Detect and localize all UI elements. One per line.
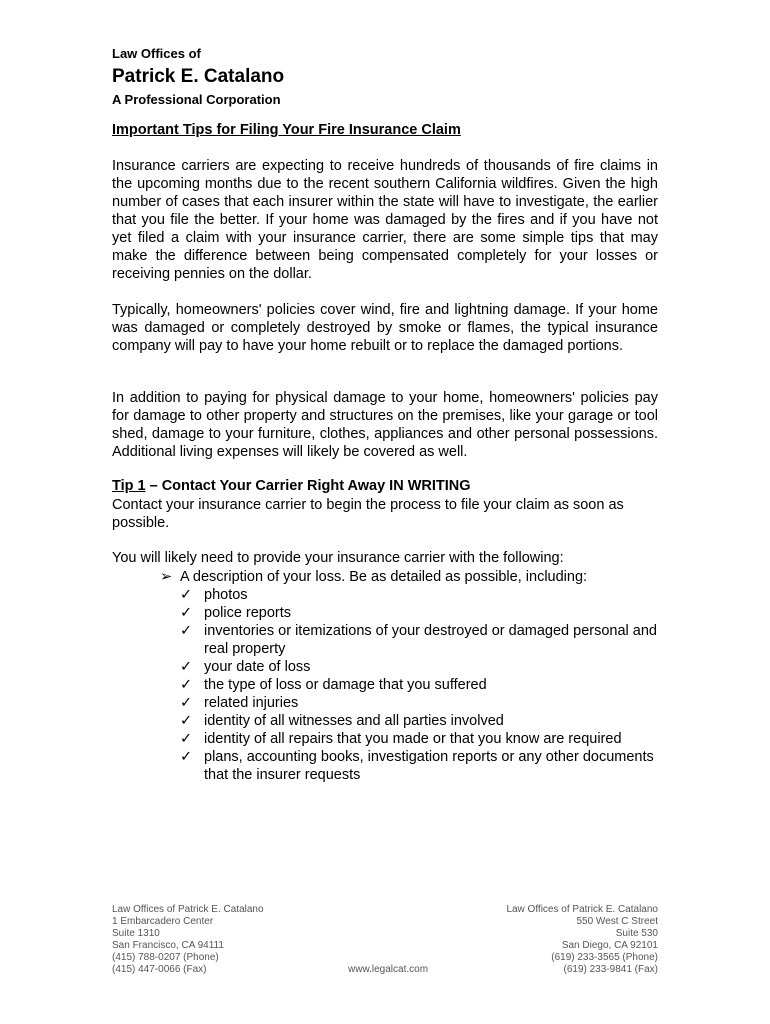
- footer-sd-firm: Law Offices of Patrick E. Catalano: [506, 904, 658, 915]
- checklist-item: [180, 748, 660, 784]
- check-icon: ✓: [180, 731, 193, 747]
- letterhead-line-1: Law Offices of: [112, 46, 201, 61]
- check-icon: ✓: [180, 749, 193, 765]
- checklist-item-text: photos: [204, 587, 248, 603]
- checklist-item: [180, 694, 660, 712]
- checklist-item-text: identity of all witnesses and all parties involved: [204, 713, 504, 729]
- footer-sf-office: [112, 904, 264, 976]
- footer-sf-phone: (415) 788-0207 (Phone): [112, 952, 219, 963]
- tip-1-heading: [112, 478, 471, 494]
- footer-sf-street: 1 Embarcadero Center: [112, 916, 214, 927]
- check-icon: ✓: [180, 623, 193, 639]
- footer-sd-city: San Diego, CA 92101: [561, 940, 658, 951]
- checklist-item: [180, 622, 660, 658]
- footer-sd-suite: Suite 530: [615, 928, 658, 939]
- footer-sd-office: [506, 904, 658, 976]
- checklist-item-text: inventories or itemizations of your destroyed or damaged personal and real property: [204, 623, 657, 657]
- checklist-item: [180, 586, 660, 604]
- checklist-item: [180, 730, 660, 748]
- check-icon: ✓: [180, 659, 193, 675]
- tip-1-body: Contact your insurance carrier to begin the process to file your claim as soon as possible.: [112, 497, 624, 531]
- footer-sd-street: 550 West C Street: [576, 916, 658, 927]
- footer-sf-suite: Suite 1310: [112, 928, 160, 939]
- footer-sd-fax: (619) 233-9841 (Fax): [563, 964, 658, 975]
- checklist-item: [180, 658, 660, 676]
- checklist-item: [180, 712, 660, 730]
- checklist-item-text: identity of all repairs that you made or that you know are required: [204, 731, 622, 747]
- checklist-item-text: police reports: [204, 605, 292, 621]
- checklist-item: [180, 604, 660, 622]
- footer-website: www.legalcat.com: [348, 964, 429, 975]
- footer-sf-city: San Francisco, CA 94111: [112, 940, 224, 951]
- checklist-item-text: your date of loss: [204, 659, 311, 675]
- coverage-paragraph: Typically, homeowners' policies cover wind, fire and lightning damage. If your home was damaged or completely destroyed by smoke or flames, the typical insurance company will pay to have your home rebuilt or to replace the damaged portions.: [112, 302, 658, 354]
- intro-paragraph: Insurance carriers are expecting to receive hundreds of thousands of fire claims in the upcoming months due to the recent southern California wildfires. Given the high number of cases that each insurer within the state will have to investigate, the earlier that you file the better. If your home was damaged by the fires and if you have not yet filed a claim with your insurance carrier, there are some simple tips that may make the difference between being compensated completely for your losses or receiving pennies on the dollar.: [112, 158, 658, 282]
- letterhead-attorney-name: Patrick E. Catalano: [112, 66, 285, 87]
- check-icon: ✓: [180, 677, 193, 693]
- footer-sd-phone: (619) 233-3565 (Phone): [551, 952, 658, 963]
- arrow-list-item: [160, 568, 587, 586]
- provide-intro: You will likely need to provide your insurance carrier with the following:: [112, 550, 564, 566]
- arrow-bullet-icon: ➢: [160, 569, 173, 585]
- checklist-item-text: related injuries: [204, 695, 299, 711]
- footer-sf-fax: (415) 447-0066 (Fax): [112, 964, 207, 975]
- tip-1-heading-text: – Contact Your Carrier Right Away IN WRITING: [145, 478, 471, 494]
- checklist: [180, 586, 660, 784]
- check-icon: ✓: [180, 695, 193, 711]
- additional-coverage-paragraph: In addition to paying for physical damage to your home, homeowners' policies pay for damage to other property and structures on the premises, like your garage or tool shed, damage to your furniture, clothes, appliances and other personal possessions. Additional living expenses will likely be covered as well.: [112, 390, 658, 460]
- document-title: Important Tips for Filing Your Fire Insurance Claim: [112, 122, 461, 138]
- letterhead-corporation: A Professional Corporation: [112, 92, 281, 107]
- tip-1-label: Tip 1: [112, 478, 146, 494]
- check-icon: ✓: [180, 587, 193, 603]
- check-icon: ✓: [180, 605, 193, 621]
- checklist-item-text: the type of loss or damage that you suffered: [204, 677, 487, 693]
- footer-sf-firm: Law Offices of Patrick E. Catalano: [112, 904, 264, 915]
- arrow-item-text: A description of your loss. Be as detailed as possible, including:: [180, 569, 588, 585]
- check-icon: ✓: [180, 713, 193, 729]
- checklist-item-text: plans, accounting books, investigation reports or any other documents that the insurer requests: [204, 749, 654, 783]
- checklist-item: [180, 676, 660, 694]
